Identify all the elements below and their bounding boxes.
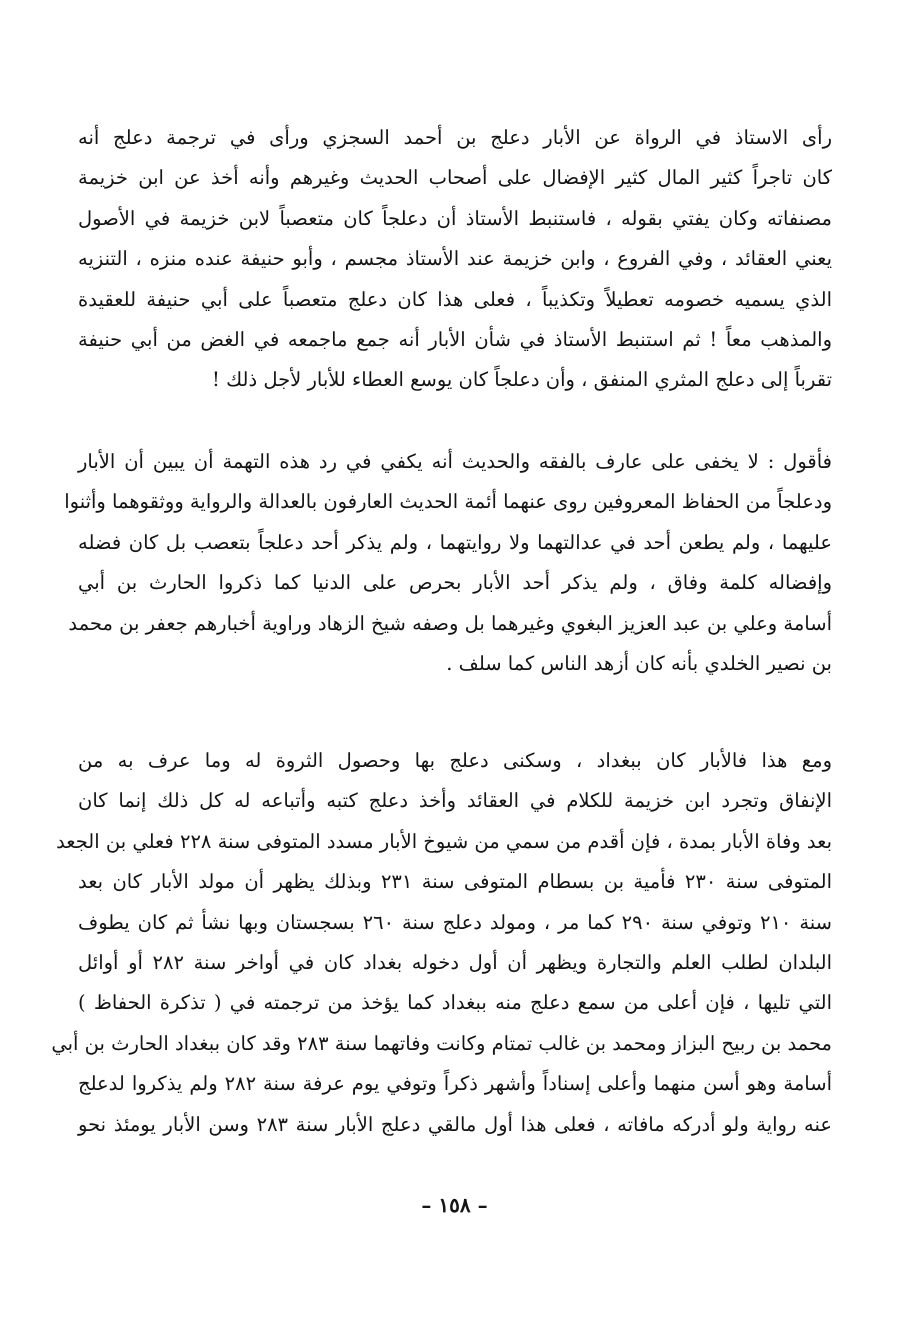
text-line: البلدان لطلب العلم والتجارة ويظهر أن أول دخوله بغداد كان في أواخر سنة ٢٨٢ أو أوائل xyxy=(78,950,832,974)
text-line: وإفضاله كلمة وفاق ، ولم يذكر أحد الأبار بحرص على الدنيا كما ذكروا الحارث بن أبي xyxy=(78,571,832,595)
text-line: أسامة وعلي بن عبد العزيز البغوي وغيرهما بل وصفه شيخ الزهاد وراوية أخبارهم جعفر بن محمد xyxy=(68,611,832,635)
text-line: التي تليها ، فإن أعلى من سمع دعلج منه ببغداد كما يؤخذ من ترجمته في ( تذكرة الحفاظ ) xyxy=(78,991,832,1015)
text-line: سنة ٢١٠ وتوفي سنة ٢٩٠ كما مر ، ومولد دعلج سنة ٢٦٠ بسجستان وبها نشأ ثم كان يطوف xyxy=(78,910,832,934)
text-line: عليهما ، ولم يطعن أحد في عدالتهما ولا روايتهما ، ولم يذكر أحد دعلجاً بتعصب بل كان فضله xyxy=(78,530,832,554)
text-line: المتوفى سنة ٢٣٠ فأمية بن بسطام المتوفى سنة ٢٣١ وبذلك يظهر أن مولد الأبار كان بعد xyxy=(78,870,833,894)
text-line: ومع هذا فالأبار كان ببغداد ، وسكنى دعلج بها وحصول الثروة له وما عرف به من xyxy=(78,749,832,772)
text-line: الإنفاق وتجرد ابن خزيمة للكلام في العقائد وأخذ دعلج كتبه وأتباعه له كل ذلك إنما كان xyxy=(78,789,832,813)
text-line: عنه رواية ولو أدركه مافاته ، فعلى هذا أول مالقي دعلج الأبار سنة ٢٨٣ وسن الأبار يومئذ نحو xyxy=(78,1112,832,1136)
text-line: الذي يسميه خصومه تعطيلاً وتكذيباً ، فعلى هذا كان دعلج متعصباً على أبي حنيفة للعقيدة xyxy=(78,287,832,311)
paragraph-1 xyxy=(78,118,832,401)
text-line: رأى الاستاذ في الرواة عن الأبار دعلج بن أحمد السجزي ورأى في ترجمة دعلج أنه xyxy=(78,126,832,149)
text-line: تقرباً إلى دعلج المثري المنفق ، وأن دعلجاً كان يوسع العطاء للأبار لأجل ذلك ! xyxy=(212,368,832,392)
paragraph-3 xyxy=(51,741,833,1145)
text-line: كان تاجراً كثير المال كثير الإفضال على أصحاب الحديث وغيرهم وأنه أخذ عن ابن خزيمة xyxy=(78,166,832,190)
text-line: مصنفاته وكان يفتي بقوله ، فاستنبط الأستاذ أن دعلجاً كان متعصباً لابن خزيمة في الأصول xyxy=(78,206,832,230)
paragraph-2 xyxy=(64,442,832,684)
text-line: فأقول : لا يخفى على عارف بالفقه والحديث أنه يكفي في رد هذه التهمة أن يبين أن الأبار xyxy=(78,450,832,473)
text-line: بن نصير الخلدي بأنه كان أزهد الناس كما سلف . xyxy=(446,651,832,675)
page-number: – ١٥٨ – xyxy=(421,1193,488,1217)
text-line: والمذهب معاً ! ثم استنبط الأستاذ في شأن الأبار أنه جمع ماجمعه في الغض من أبي حنيفة xyxy=(78,327,832,351)
text-line: يعني العقائد ، وفي الفروع ، وابن خزيمة عند الأستاذ مجسم ، وأبو حنيفة عنده منزه ، التنزيه xyxy=(78,247,832,271)
text-line: ودعلجاً من الحفاظ المعروفين روى عنهما أئمة الحديث العارفون بالعدالة والرواية ووثقوهما وأثنوا xyxy=(64,490,832,514)
text-line: بعد وفاة الأبار بمدة ، فإن أقدم من سمي من شيوخ الأبار مسدد المتوفى سنة ٢٢٨ فعلي بن الجعد xyxy=(56,829,832,853)
text-line: أسامة وهو أسن منهما وأعلى إسناداً وأشهر ذكراً وتوفي يوم عرفة سنة ٢٨٢ ولم يذكروا لدعلج xyxy=(78,1072,833,1096)
text-line: محمد بن ربيح البزاز ومحمد بن غالب تمتام وكانت وفاتهما سنة ٢٨٣ وقد كان ببغداد الحارث بن أبي xyxy=(51,1031,832,1055)
